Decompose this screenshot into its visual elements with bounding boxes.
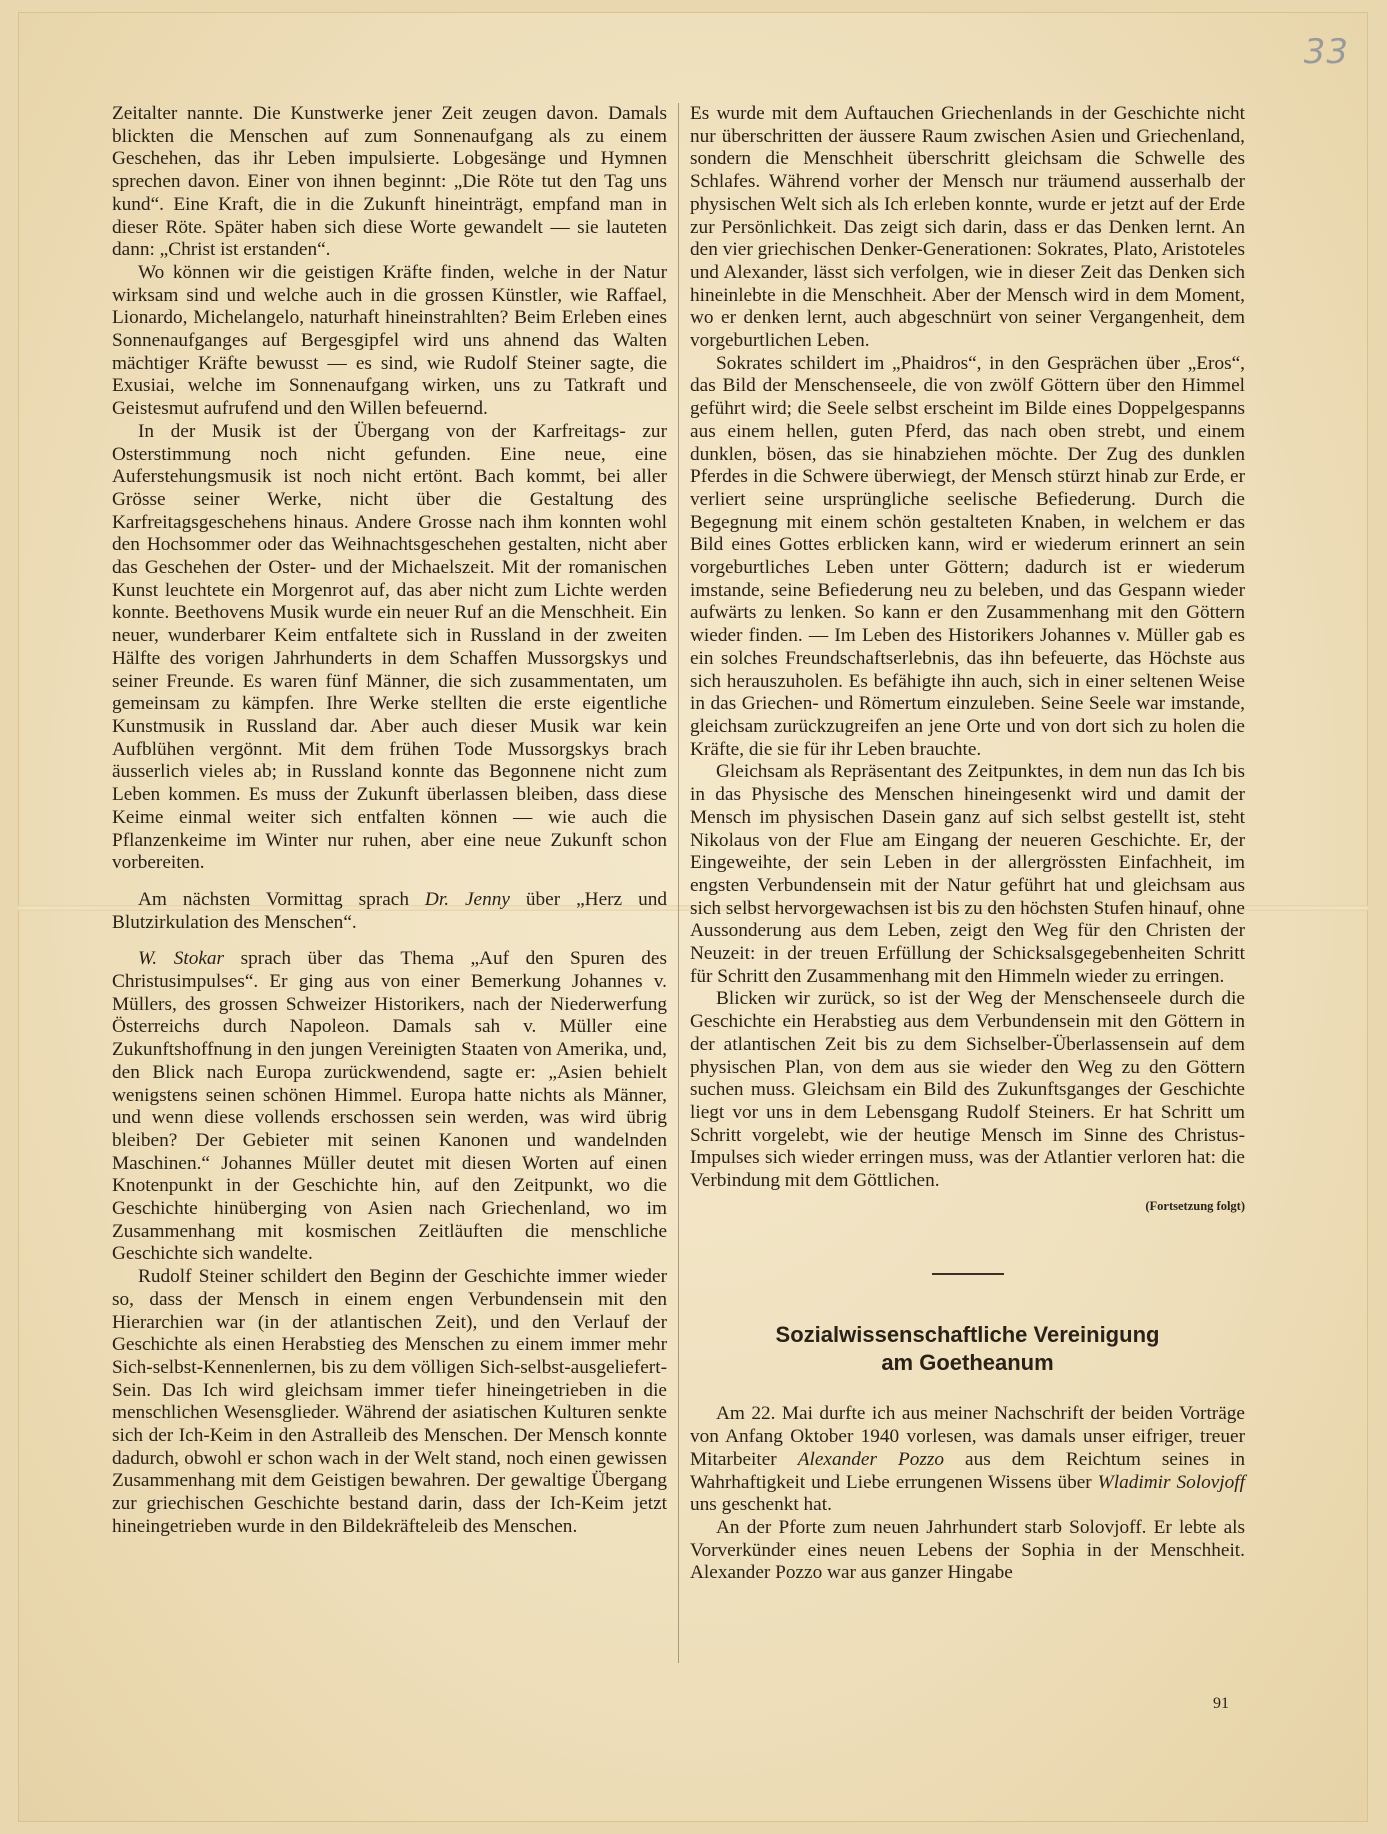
page-number: 91 [1213, 1695, 1229, 1712]
section-title-line-1: Sozialwissenschaftliche Vereinigung [775, 1322, 1160, 1348]
right-paragraph-3: Gleichsam als Repräsentant des Zeitpunktes, in dem nun das Ich bis in das Physische des Menschen hineingesenkt wird und damit der Mensch im physischen Dasein ganz auf sich selbst gestellt ist, steht Nikolaus von der Flue am Eingang der neueren Geschichte. Er, der Eingeweihte, der sein Leben in der allergrössten Einfachheit, im engsten Verbundensein mit der Natur geführt hat und gleichsam aus sich selbst hervorgewachsen ist bis zu den höchsten Stufen hinauf, ohne Aussonderung aus dem Leben, zeigt den Weg für den Christen der Neuzeit: in der treuen Erfüllung der Schicksalsgegebenheiten Schritt für Schritt den Zusammenhang mit den Himmeln wieder zu erringen. [690, 761, 1245, 987]
right-paragraph-6: An der Pforte zum neuen Jahrhundert starb Solovjoff. Er lebte als Vorverkünder eines neuen Lebens der Sophia in der Menschheit. Alexander Pozzo war aus ganzer Hingabe [690, 1516, 1245, 1584]
archive-number: 33 [1303, 32, 1349, 72]
right-column [690, 103, 1245, 1585]
section-divider [932, 1273, 1004, 1275]
speaker-name: Dr. Jenny [424, 888, 510, 910]
text-run: uns geschenkt hat. [690, 1494, 832, 1516]
continuation-note: (Fortsetzung folgt) [1145, 1198, 1245, 1213]
section-title-line-2: am Goetheanum [881, 1350, 1054, 1376]
left-column [112, 103, 667, 1539]
left-paragraph-5 [112, 948, 667, 1266]
left-paragraph-2: Wo können wir die geistigen Kräfte finden, welche in der Natur wirksam sind und welche auch in die grossen Künstler, wie Raffael, Lionardo, Michelangelo, naturhaft hineinstrahlten? Beim Erleben eines Sonnenaufganges auf Bergesgipfel wird uns ahnend das Walten mächtiger Kräfte bewusst — es sind, wie Rudolf Steiner sagte, die Exusiai, welche im Sonnenaufgang wirken, uns zu Tatkraft und Geistesmut aufrufend und den Willen befeuernd. [112, 261, 667, 420]
right-paragraph-5 [690, 1403, 1245, 1517]
text-run: über „Herz und Blutzirkulation des Menschen“. [112, 888, 667, 933]
left-paragraph-6: Rudolf Steiner schildert den Beginn der Geschichte immer wieder so, dass der Mensch in einem engen Verbundensein mit den Hierarchien war (in der atlantischen Zeit), und den Verlauf der Geschichte als einen Herabstieg des Menschen zu einem immer mehr Sich-selbst-Kennenlernen, bis zu dem völligen Sich-selbst-ausgeliefert-Sein. Das Ich wird gleichsam immer tiefer hineingetrieben in die menschlichen Wesensglieder. Während der asiatischen Kulturen senkte sich der Ich-Keim in den Astralleib des Menschen. Der Mensch konnte dadurch, obwohl er schon wach in der Welt stand, noch einen gewissen Zusammenhang mit dem Geistigen bewahren. Der gewaltige Übergang zur griechischen Geschichte bestand darin, dass der Ich-Keim jetzt hineingetrieben wurde in den Bildekräfteleib des Menschen. [112, 1266, 667, 1537]
column-rule [678, 103, 679, 1663]
text-run: Am nächsten Vormittag sprach [138, 888, 425, 910]
person-name: Wladimir Solovjoff [1097, 1471, 1245, 1493]
text-run: aus dem Reichtum seines in Wahrhaftigkeit und Liebe errungenen Wissens über [690, 1448, 1245, 1493]
text-run: Am 22. Mai durfte ich aus meiner Nachschrift der beiden Vorträge von Anfang Oktober 1940 vorlesen, was damals unser eifriger, treuer Mitarbeiter [690, 1403, 1245, 1470]
right-paragraph-4: Blicken wir zurück, so ist der Weg der Menschenseele durch die Geschichte ein Herabstieg aus dem Verbundensein mit den Göttern in der atlantischen Zeit bis zu dem Sichselber-Überlassensein auf dem physischen Plan, von dem aus sie wieder den Weg zu den Göttern suchen muss. Gleichsam ein Bild des Zukunftsganges der Geschichte liegt vor uns in dem Lebensgang Rudolf Steiners. Er hat Schritt um Schritt vorgelebt, wie der heutige Mensch im Sinne des Christus-Impulses sich wieder erringen muss, was der Atlantier verloren hat: die Verbindung mit dem Göttlichen. [690, 988, 1245, 1192]
left-paragraph-1: Zeitalter nannte. Die Kunstwerke jener Zeit zeugen davon. Damals blickten die Menschen auf zum Sonnenaufgang als zu einem Geschehen, das ihr Leben impulsierte. Lobgesänge und Hymnen sprechen davon. Einer von ihnen beginnt: „Die Röte tut den Tag uns kund“. Eine Kraft, die in die Zukunft hineinträgt, empfand man in dieser Röte. Später haben sich diese Worte gewandelt — sie lauteten dann: „Christ ist erstanden“. [112, 103, 667, 261]
text-run: sprach über das Thema „Auf den Spuren des Christusimpulses“. Er ging aus von einer Bemerkung Johannes v. Müllers, des grossen Schweizer Historikers, nach der Niederwerfung Österreichs durch Napoleon. Damals sah v. Müller eine Zukunftshoffnung in den jungen Vereinigten Staaten von Amerika, und, den Blick nach Europa zurückwendend, sagte er: „Asien behielt wenigstens seinen schönen Himmel. Europa hatte nichts als Männer, und wenn diese vollends erschossen sein werden, was wird übrig bleiben? Der Gebieter mit seinen Kanonen und wandelnden Maschinen.“ Johannes Müller deutet mit diesen Worten auf einen Knotenpunkt in der Geschichte hin, auf den Zeitpunkt, wo die Geschichte hinüberging von Asien nach Griechenland, wo im Zusammenhang mit kosmischen Zeitläuften die menschliche Geschichte sich wandelte. [112, 948, 667, 1265]
right-paragraph-1: Es wurde mit dem Auftauchen Griechenlands in der Geschichte nicht nur überschritten der äussere Raum zwischen Asien und Griechenland, sondern die Menschheit überschritt gleichsam die Schwelle des Schlafes. Während vorher der Mensch nur träumend ausserhalb der physischen Welt sich als Ich erleben konnte, wurde er jetzt auf der Erde zur Persönlichkeit. Das zeigt sich darin, dass er das Denken lernt. An den vier griechischen Denker-Generationen: Sokrates, Plato, Aristoteles und Alexander, lässt sich verfolgen, wie in dieser Zeit das Denken sich hineinlebte in die Menschheit. Aber der Mensch wird in dem Moment, wo er denken lernt, auch abgeschnürt von seiner Vergangenheit, dem vorgeburtlichen Leben. [690, 103, 1245, 352]
left-paragraph-4 [112, 889, 667, 934]
section-title [690, 1321, 1245, 1377]
person-name: Alexander Pozzo [797, 1448, 945, 1470]
speaker-name: W. Stokar [138, 948, 225, 970]
right-paragraph-2: Sokrates schildert im „Phaidros“, in den Gesprächen über „Eros“, das Bild der Menschenseele, die von zwölf Göttern über den Himmel geführt wird; die Seele selbst erscheint im Bilde eines Doppelgespanns aus einem hellen, guten Pferd, das nach oben strebt, und einem dunklen, bösen, das sie hinabziehen möchte. Der Zug des dunklen Pferdes in die Schwere überwiegt, der Mensch stürzt hinab zur Erde, er verliert seine ursprüngliche seelische Befiederung. Durch die Begegnung mit einem schön gestalteten Knaben, in welchem er das Bild eines Gottes erblicken kann, wird er wiederum erinnert an sein vorgeburtliches Leben unter Göttern; dadurch ist er wiederum imstande, seine Befiederung neu zu beleben, und das Gespann wieder aufwärts zu lenken. So kann er den Zusammenhang mit den Göttern wieder finden. — Im Leben des Historikers Johannes v. Müller gab es ein solches Freundschaftserlebnis, das ihn befeuerte, das Höchste aus sich herauszuholen. Es befähigte ihn auch, sich in einer seltenen Weise in das Griechen- und Römertum einzuleben. Seine Seele war imstande, gleichsam zurückzugreifen an jene Orte und von dort sich zu holen die Kräfte, die sie für ihr Leben brauchte. [690, 352, 1245, 760]
left-paragraph-3: In der Musik ist der Übergang von der Karfreitags- zur Osterstimmung noch nicht gefunden. Eine neue, eine Auferstehungsmusik ist noch nicht ertönt. Bach kommt, bei aller Grösse seiner Werke, nicht über die Gestaltung des Karfreitagsgeschehens hinaus. Andere Grosse nach ihm konnten wohl den Hochsommer oder das Weihnachtsgeschehen gestalten, nicht aber das Geschehen der Oster- und der Michaelszeit. Mit der romanischen Kunst leuchtete ein Morgenrot auf, das aber nicht zum Lichte werden konnte. Beethovens Musik wurde ein neuer Ruf an die Menschheit. Ein neuer, wunderbarer Keim entfaltete sich in Russland in der zweiten Hälfte des vorigen Jahrhunderts in dem Schaffen Mussorgskys und seiner Freunde. Es waren fünf Männer, die sich zusammentaten, um gemeinsam zu kämpfen. Ihre Werke stellten die erste eigentliche Kunstmusik in Russland dar. Aber auch dieser Musik war kein Aufblühen vergönnt. Mit dem frühen Tode Mussorgskys brach äusserlich vieles ab; in Russland konnte das Begonnene nicht zum Leben kommen. Es muss der Zukunft überlassen bleiben, dass diese Keime einmal weiter sich entfalten können — wie auch die Pflanzenkeime im Winter nur ruhen, aber eine neue Zukunft schon vorbereiten. [112, 420, 667, 874]
